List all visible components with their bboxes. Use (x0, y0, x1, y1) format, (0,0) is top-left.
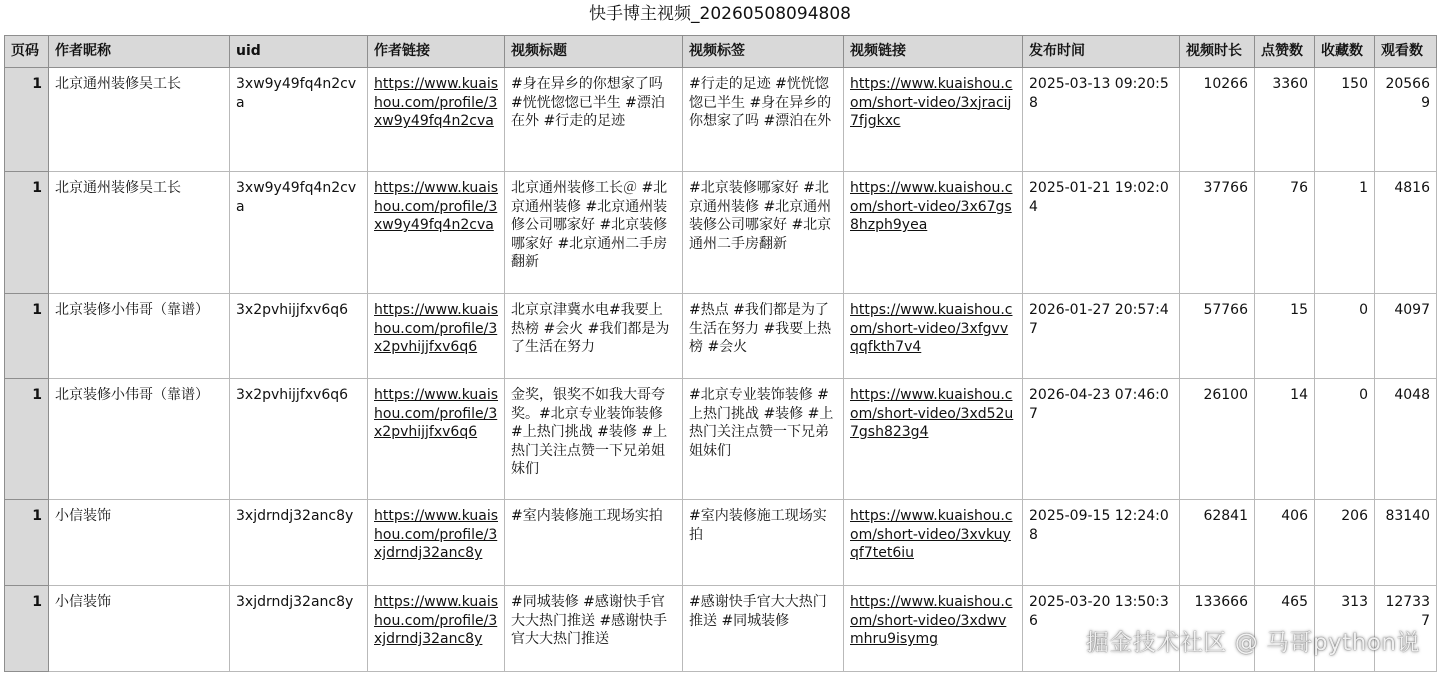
video-title-cell[interactable]: #身在异乡的你想家了吗 #恍恍惚惚已半生 #漂泊在外 #行走的足迹 (505, 68, 683, 172)
video-title-cell[interactable]: #同城装修 #感谢快手官大大热门推送 #感谢快手官大大热门推送 (505, 586, 683, 672)
column-header-uid[interactable]: uid (230, 36, 368, 68)
likes-cell[interactable]: 14 (1255, 379, 1315, 500)
author-link[interactable]: https://www.kuaishou.com/profile/3xjdrndj32anc8y (374, 508, 499, 561)
favorites-cell[interactable]: 1 (1315, 172, 1375, 294)
data-table (4, 35, 1437, 672)
column-header-author[interactable]: 作者昵称 (49, 36, 230, 68)
favorites-cell[interactable]: 206 (1315, 500, 1375, 586)
author-link-cell[interactable] (368, 294, 505, 379)
video-tags-cell[interactable]: #热点 #我们都是为了生活在努力 #我要上热榜 #会火 (683, 294, 844, 379)
column-header-likes[interactable]: 点赞数 (1255, 36, 1315, 68)
video-link[interactable]: https://www.kuaishou.com/short-video/3x67gs8hzph9yea (850, 180, 1013, 233)
video-link[interactable]: https://www.kuaishou.com/short-video/3xfgvvqqfkth7v4 (850, 302, 1013, 355)
uid-cell[interactable]: 3xw9y49fq4n2cva (230, 172, 368, 294)
column-header-favorites[interactable]: 收藏数 (1315, 36, 1375, 68)
page-cell: 1 (5, 68, 49, 172)
author-link[interactable]: https://www.kuaishou.com/profile/3x2pvhijjfxv6q6 (374, 387, 499, 440)
column-header-video-link[interactable]: 视频链接 (844, 36, 1023, 68)
publish-time-cell[interactable]: 2026-04-23 07:46:07 (1023, 379, 1180, 500)
video-title-cell[interactable]: 金奖，银奖不如我大哥夸奖。#北京专业装饰装修 #上热门挑战 #装修 #上热门关注点赞一下兄弟姐妹们 (505, 379, 683, 500)
author-link-cell[interactable] (368, 586, 505, 672)
page-cell: 1 (5, 294, 49, 379)
duration-cell[interactable]: 133666 (1180, 586, 1255, 672)
author-link-cell[interactable] (368, 500, 505, 586)
uid-cell[interactable]: 3x2pvhijjfxv6q6 (230, 379, 368, 500)
uid-cell[interactable]: 3x2pvhijjfxv6q6 (230, 294, 368, 379)
author-cell[interactable]: 小信装饰 (49, 586, 230, 672)
video-link-cell[interactable] (844, 586, 1023, 672)
video-title-cell[interactable]: 北京通州装修工长＠ #北京通州装修 #北京通州装修公司哪家好 #北京装修哪家好 #北京通州二手房翻新 (505, 172, 683, 294)
video-link-cell[interactable] (844, 294, 1023, 379)
author-link[interactable]: https://www.kuaishou.com/profile/3xw9y49fq4n2cva (374, 76, 499, 129)
author-link[interactable]: https://www.kuaishou.com/profile/3xjdrndj32anc8y (374, 594, 499, 647)
author-link-cell[interactable] (368, 68, 505, 172)
views-cell[interactable]: 127337 (1375, 586, 1437, 672)
uid-cell[interactable]: 3xjdrndj32anc8y (230, 500, 368, 586)
views-cell[interactable]: 4048 (1375, 379, 1437, 500)
favorites-cell[interactable]: 150 (1315, 68, 1375, 172)
author-cell[interactable]: 北京通州装修吴工长 (49, 68, 230, 172)
author-cell[interactable]: 北京装修小伟哥（靠谱） (49, 294, 230, 379)
author-link[interactable]: https://www.kuaishou.com/profile/3x2pvhijjfxv6q6 (374, 302, 499, 355)
author-cell[interactable]: 北京通州装修吴工长 (49, 172, 230, 294)
column-header-page[interactable]: 页码 (5, 36, 49, 68)
uid-cell[interactable]: 3xw9y49fq4n2cva (230, 68, 368, 172)
video-link[interactable]: https://www.kuaishou.com/short-video/3xd52u7gsh823g4 (850, 387, 1014, 440)
duration-cell[interactable]: 26100 (1180, 379, 1255, 500)
duration-cell[interactable]: 10266 (1180, 68, 1255, 172)
page-cell: 1 (5, 586, 49, 672)
column-header-author-link[interactable]: 作者链接 (368, 36, 505, 68)
page-cell: 1 (5, 379, 49, 500)
video-title-cell[interactable]: 北京京津冀水电#我要上热榜 #会火 #我们都是为了生活在努力 (505, 294, 683, 379)
duration-cell[interactable]: 62841 (1180, 500, 1255, 586)
author-cell[interactable]: 小信装饰 (49, 500, 230, 586)
video-title-cell[interactable]: #室内装修施工现场实拍 (505, 500, 683, 586)
likes-cell[interactable]: 465 (1255, 586, 1315, 672)
column-header-video-tags[interactable]: 视频标签 (683, 36, 844, 68)
page-cell: 1 (5, 172, 49, 294)
likes-cell[interactable]: 406 (1255, 500, 1315, 586)
publish-time-cell[interactable]: 2026-01-27 20:57:47 (1023, 294, 1180, 379)
author-link-cell[interactable] (368, 379, 505, 500)
column-header-views[interactable]: 观看数 (1375, 36, 1437, 68)
video-link-cell[interactable] (844, 172, 1023, 294)
table-row (5, 172, 1437, 294)
views-cell[interactable]: 83140 (1375, 500, 1437, 586)
table-row (5, 294, 1437, 379)
video-tags-cell[interactable]: #室内装修施工现场实拍 (683, 500, 844, 586)
table-row (5, 500, 1437, 586)
sheet-title: 快手博主视频_20260508094808 (589, 4, 851, 24)
author-link-cell[interactable] (368, 172, 505, 294)
likes-cell[interactable]: 15 (1255, 294, 1315, 379)
page-cell: 1 (5, 500, 49, 586)
header-row (5, 36, 1437, 68)
likes-cell[interactable]: 3360 (1255, 68, 1315, 172)
views-cell[interactable]: 205669 (1375, 68, 1437, 172)
duration-cell[interactable]: 57766 (1180, 294, 1255, 379)
likes-cell[interactable]: 76 (1255, 172, 1315, 294)
column-header-publish-time[interactable]: 发布时间 (1023, 36, 1180, 68)
favorites-cell[interactable]: 0 (1315, 294, 1375, 379)
author-link[interactable]: https://www.kuaishou.com/profile/3xw9y49fq4n2cva (374, 180, 499, 233)
video-link[interactable]: https://www.kuaishou.com/short-video/3xjracij7fjgkxc (850, 76, 1013, 129)
uid-cell[interactable]: 3xjdrndj32anc8y (230, 586, 368, 672)
table-row (5, 68, 1437, 172)
table-row (5, 379, 1437, 500)
watermark: 掘金技术社区 @ 马哥python说 (1085, 630, 1420, 656)
video-tags-cell[interactable]: #行走的足迹 #恍恍惚惚已半生 #身在异乡的你想家了吗 #漂泊在外 (683, 68, 844, 172)
video-link-cell[interactable] (844, 500, 1023, 586)
column-header-video-title[interactable]: 视频标题 (505, 36, 683, 68)
column-header-duration[interactable]: 视频时长 (1180, 36, 1255, 68)
favorites-cell[interactable]: 0 (1315, 379, 1375, 500)
views-cell[interactable]: 4097 (1375, 294, 1437, 379)
video-link[interactable]: https://www.kuaishou.com/short-video/3xvkuyqf7tet6iu (850, 508, 1013, 561)
publish-time-cell[interactable]: 2025-01-21 19:02:04 (1023, 172, 1180, 294)
publish-time-cell[interactable]: 2025-09-15 12:24:08 (1023, 500, 1180, 586)
video-tags-cell[interactable]: #北京装修哪家好 #北京通州装修 #北京通州装修公司哪家好 #北京通州二手房翻新 (683, 172, 844, 294)
video-link-cell[interactable] (844, 68, 1023, 172)
video-link-cell[interactable] (844, 379, 1023, 500)
video-link[interactable]: https://www.kuaishou.com/short-video/3xdwvmhru9isymg (850, 594, 1013, 647)
favorites-cell[interactable]: 313 (1315, 586, 1375, 672)
publish-time-cell[interactable]: 2025-03-20 13:50:36 (1023, 586, 1180, 672)
duration-cell[interactable]: 37766 (1180, 172, 1255, 294)
views-cell[interactable]: 4816 (1375, 172, 1437, 294)
author-cell[interactable]: 北京装修小伟哥（靠谱） (49, 379, 230, 500)
video-tags-cell[interactable]: #北京专业装饰装修 #上热门挑战 #装修 #上热门关注点赞一下兄弟姐妹们 (683, 379, 844, 500)
publish-time-cell[interactable]: 2025-03-13 09:20:58 (1023, 68, 1180, 172)
video-tags-cell[interactable]: #感谢快手官大大热门推送 #同城装修 (683, 586, 844, 672)
